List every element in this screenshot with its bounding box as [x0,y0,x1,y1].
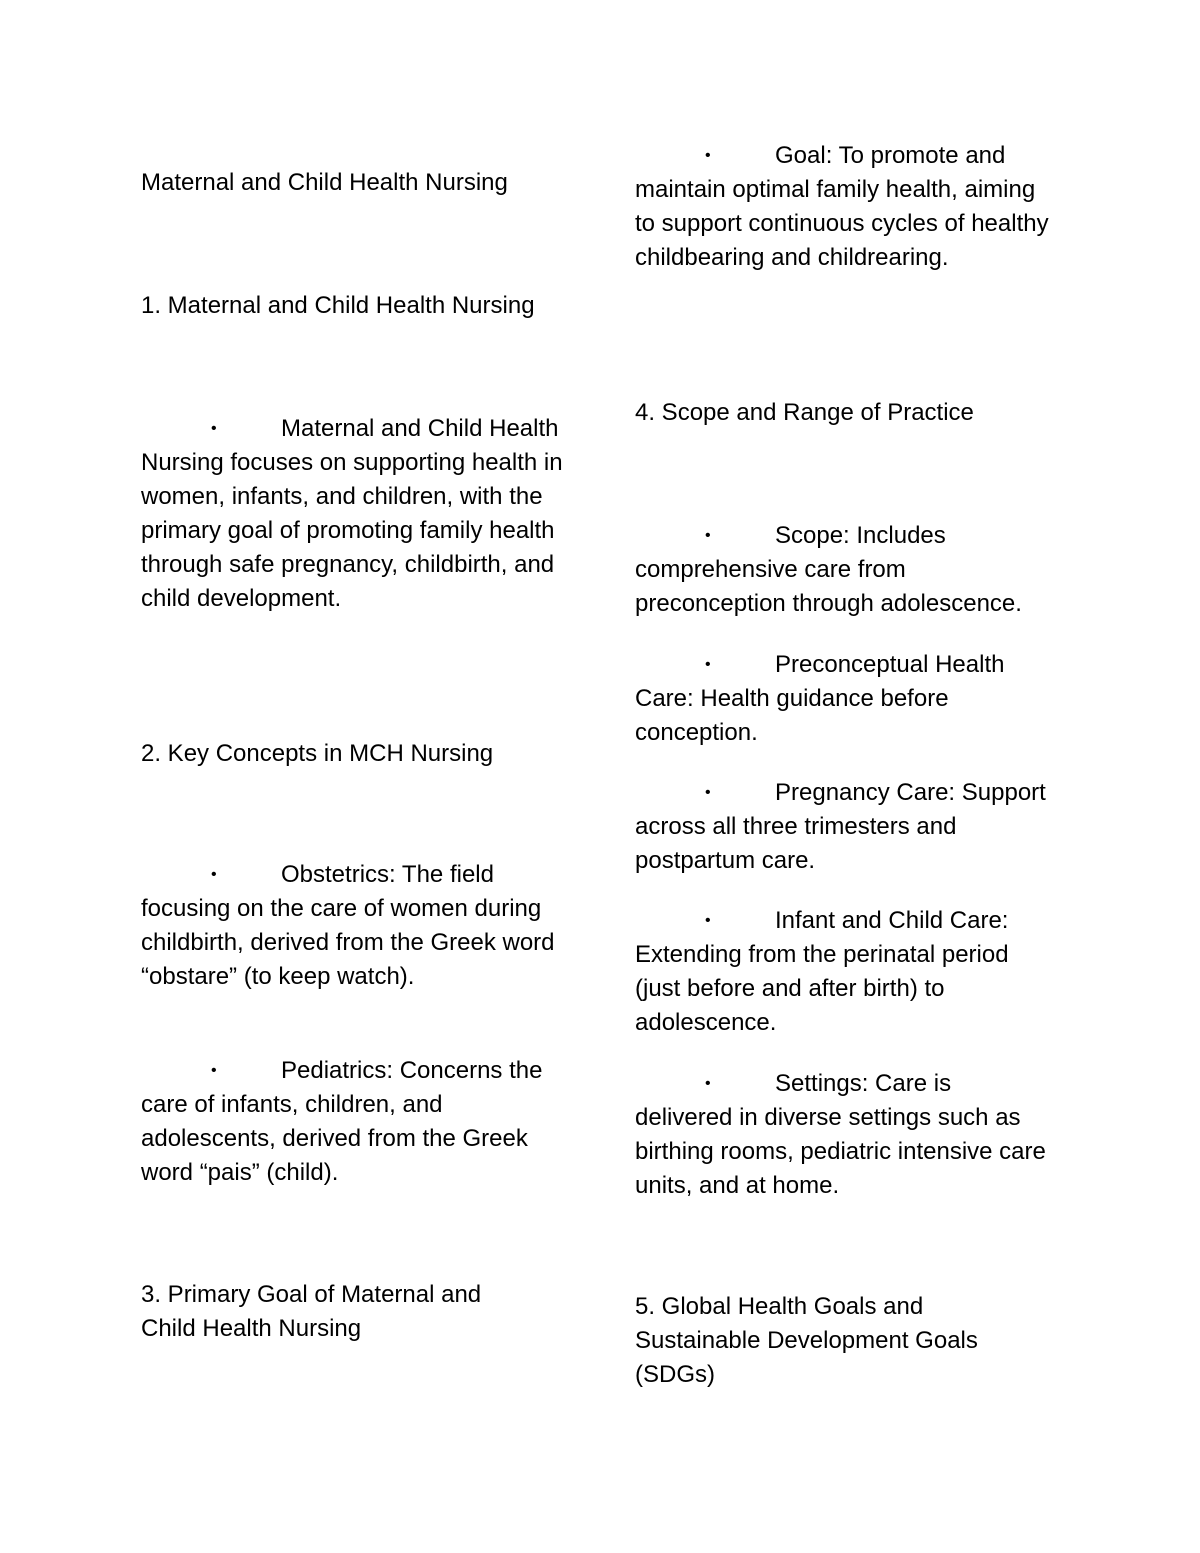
section-5-heading-line-1: 5. Global Health Goals and [635,1293,924,1320]
section-5-heading-line-3: (SDGs) [635,1361,715,1388]
section-3-heading [141,1278,571,1346]
section-4-bullet-infant-child [635,904,1055,1040]
section-4-bullet-text: Pregnancy Care: Support across all three trimesters and postpartum care. [635,779,1046,874]
section-5-heading [635,1290,1055,1392]
bullet-icon: • [705,527,711,544]
section-4-bullet-text: Scope: Includes comprehensive care from preconception through adolescence. [635,522,1022,617]
section-1-bullet [141,412,571,616]
bullet-icon: • [211,1062,217,1079]
section-3-bullet-text: Goal: To promote and maintain optimal family health, aiming to support continuous cycles of healthy childbearing and childrearing. [635,142,1049,271]
section-4-heading: 4. Scope and Range of Practice [635,399,974,426]
section-5-heading-line-2: Sustainable Development Goals [635,1327,978,1354]
section-1-bullet-text: Maternal and Child Health Nursing focuses on supporting health in women, infants, and children, with the primary goal of promoting family health through safe pregnancy, childbirth, and child development. [141,415,563,612]
section-4-bullet-text: Infant and Child Care: Extending from the perinatal period (just before and after birth) to adolescence. [635,907,1009,1036]
section-4-bullet-pregnancy [635,776,1055,878]
bullet-icon: • [211,420,217,437]
section-2-bullet-pediatrics [141,1054,571,1190]
section-4-bullet-preconceptual [635,648,1055,750]
document-title: Maternal and Child Health Nursing [141,169,508,196]
section-2-bullet-text: Pediatrics: Concerns the care of infants, children, and adolescents, derived from the Greek word “pais” (child). [141,1057,543,1186]
section-3-heading-line-1: 3. Primary Goal of Maternal and [141,1281,482,1308]
bullet-icon: • [705,656,711,673]
bullet-icon: • [705,1075,711,1092]
section-4-bullet-settings [635,1067,1055,1203]
section-2-bullet-obstetrics [141,858,571,994]
bullet-icon: • [705,784,711,801]
section-2-heading: 2. Key Concepts in MCH Nursing [141,740,494,767]
bullet-icon: • [705,912,711,929]
bullet-icon: • [211,866,217,883]
bullet-icon: • [705,147,711,164]
section-4-bullet-scope [635,519,1055,621]
section-3-heading-line-2: Child Health Nursing [141,1315,362,1342]
section-1-heading: 1. Maternal and Child Health Nursing [141,292,535,319]
section-2-bullet-text: Obstetrics: The field focusing on the care of women during childbirth, derived from the Greek word “obstare” (to keep watch). [141,861,555,990]
section-4-bullet-text: Settings: Care is delivered in diverse settings such as birthing rooms, pediatric intensive care units, and at home. [635,1070,1046,1199]
section-3-bullet-goal [635,139,1055,275]
section-4-bullet-text: Preconceptual Health Care: Health guidance before conception. [635,651,1005,746]
